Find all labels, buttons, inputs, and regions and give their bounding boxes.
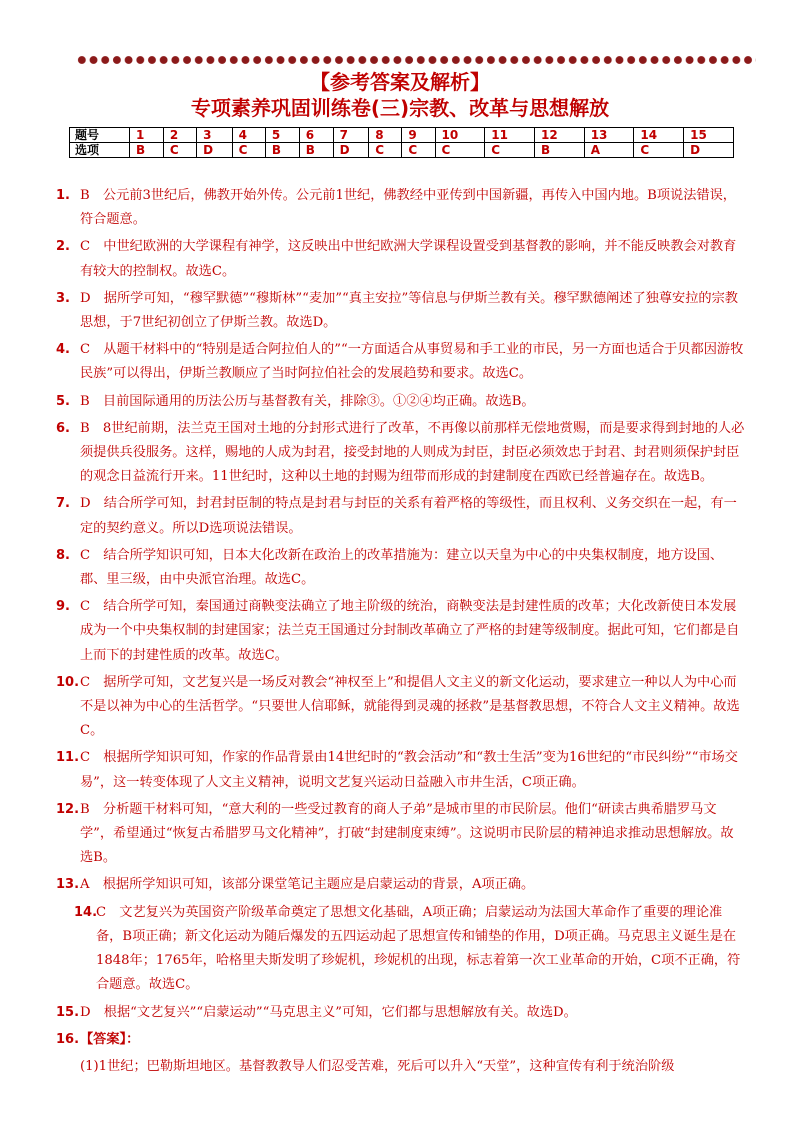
- table-cell: A: [584, 143, 634, 158]
- explanation-item: [56, 901, 746, 998]
- table-cell: D: [333, 143, 369, 158]
- table-cell: B: [130, 143, 164, 158]
- item-number: 6.: [56, 420, 70, 436]
- explanation-item: [56, 184, 746, 232]
- answer-heading: 【答案】：: [80, 1031, 140, 1047]
- table-cell: C: [485, 143, 535, 158]
- table-cell: D: [197, 143, 233, 158]
- item-number: 1.: [56, 188, 70, 203]
- item-text: (1)1世纪；巴勒斯坦地区。基督教教导人们忍受苦难，死后可以升入“天堂”，这种宣传有利于统治阶级: [80, 1058, 675, 1074]
- table-cell: 2: [163, 128, 196, 143]
- option-row: [70, 143, 734, 158]
- table-cell: 1: [130, 128, 164, 143]
- table-cell: B: [265, 143, 299, 158]
- table-cell: 5: [265, 128, 299, 143]
- dotted-divider: [76, 55, 756, 65]
- explanation-item: [56, 1028, 746, 1052]
- item-text: C 从题干材料中的“特别是适合阿拉伯人的”“一方面适合从事贸易和手工业的市民，另一方面也适合于贝都因游牧民族”可以得出，伊斯兰教顺应了当时阿拉伯社会的发展趋势和要求。故选C。: [80, 342, 744, 382]
- item-text: C 结合所学可知，秦国通过商鞅变法确立了地主阶级的统治，商鞅变法是封建性质的改革；大化改新使日本发展成为一个中央集权制的封建国家；法兰克王国通过分封制改革确立了严格的封建等级制度。据此可知，它们都是自上而下的封建性质的改革。故选C。: [80, 599, 740, 663]
- item-text: C 中世纪欧洲的大学课程有神学，这反映出中世纪欧洲大学课程设置受到基督教的影响，并不能反映教会对教育有较大的控制权。故选C。: [80, 239, 737, 279]
- table-cell: C: [163, 143, 196, 158]
- explanation-item: [56, 417, 746, 490]
- item-number: 11.: [56, 750, 80, 766]
- item-text: A 根据所学知识可知，该部分课堂笔记主题应是启蒙运动的背景，A项正确。: [80, 877, 535, 893]
- table-cell: 7: [333, 128, 369, 143]
- row-label: 题号: [70, 128, 130, 143]
- item-number: 8.: [56, 547, 70, 563]
- explanation-item: [56, 492, 746, 540]
- table-cell: 10: [435, 128, 485, 143]
- item-number: 4.: [56, 342, 70, 358]
- row-label: 选项: [70, 143, 130, 158]
- item-number: 14.: [74, 904, 98, 920]
- page-subtitle: 专项素养巩固训练卷(三)宗教、改革与思想解放: [190, 96, 610, 120]
- table-cell: 9: [402, 128, 435, 143]
- table-cell: B: [299, 143, 333, 158]
- item-number: 10.: [56, 674, 80, 690]
- table-cell: 14: [634, 128, 684, 143]
- item-number: 16.: [56, 1031, 80, 1047]
- explanation-item: [56, 671, 746, 744]
- item-text: D 根据“文艺复兴”“启蒙运动”“马克思主义”可知，它们都与思想解放有关。故选D。: [80, 1004, 577, 1020]
- explanation-item: [56, 873, 746, 897]
- table-cell: 11: [485, 128, 535, 143]
- table-cell: 12: [534, 128, 584, 143]
- item-text: B 分析题干材料可知，“意大利的一些受过教育的商人子弟”是城市里的市民阶层。他们“研读古典希腊罗马文学”，希望通过“恢复古希腊罗马文化精神”，打破“封建制度束缚”。这说明市民阶层的精神追求推动思想解放。故选B。: [80, 801, 734, 866]
- table-cell: 6: [299, 128, 333, 143]
- table-cell: B: [534, 143, 584, 158]
- item-text: C 文艺复兴为英国资产阶级革命奠定了思想文化基础，A项正确；启蒙运动为法国大革命作了重要的理论准备，B项正确；新文化运动为随后爆发的五四运动起了思想宣传和铺垫的作用，D项正确。马克思主义诞生是在1848年；1765年，哈格里夫斯发明了珍妮机，珍妮机的出现，标志着第一次工业革命的开始，C项不正确，符合题意。故选C。: [96, 904, 741, 993]
- item-text: B 目前国际通用的历法公历与基督教有关，排除③。①②④均正确。故选B。: [80, 393, 535, 409]
- explanation-list: [56, 184, 746, 1082]
- explanation-item: [56, 235, 746, 283]
- table-cell: 13: [584, 128, 634, 143]
- item-text: D 结合所学可知，封君封臣制的特点是封君与封臣的关系有着严格的等级性，而且权利、义务交织在一起，有一定的契约意义。所以D选项说法错误。: [80, 496, 737, 536]
- table-cell: 4: [232, 128, 265, 143]
- item-number: 13.: [56, 877, 80, 893]
- explanation-item: [56, 338, 746, 386]
- item-number: 7.: [56, 496, 70, 512]
- item-number: 2.: [56, 239, 70, 255]
- explanation-item: [56, 595, 746, 668]
- item-number: 3.: [56, 290, 70, 306]
- table-cell: C: [634, 143, 684, 158]
- table-cell: 8: [369, 128, 402, 143]
- item-text: D 据所学可知，“穆罕默德”“穆斯林”“麦加”“真主安拉”等信息与伊斯兰教有关。穆罕默德阐述了独尊安拉的宗教思想，于7世纪初创立了伊斯兰教。故选D。: [80, 290, 738, 331]
- item-number: 9.: [56, 599, 70, 615]
- item-text: B 8世纪前期，法兰克王国对土地的分封形式进行了改革，不再像以前那样无偿地赏赐，而是要求得到封地的人必须提供兵役服务。这样，赐地的人成为封君，接受封地的人则成为封臣，封臣必须效忠于封君、封君则须保护封臣的观念日益流行开来。11世纪时，这种以土地的封赐为纽带而形成的封建制度在西欧已经普遍存在。故选B。: [80, 420, 745, 485]
- table-cell: C: [435, 143, 485, 158]
- table-cell: C: [232, 143, 265, 158]
- item-number: 12.: [56, 801, 80, 817]
- table-cell: D: [684, 143, 734, 158]
- table-cell: 3: [197, 128, 233, 143]
- item-number: 15.: [56, 1004, 80, 1020]
- explanation-item: [56, 1001, 746, 1025]
- question-number-row: [70, 128, 734, 143]
- table-cell: C: [369, 143, 402, 158]
- explanation-item: [56, 544, 746, 592]
- table-cell: C: [402, 143, 435, 158]
- item-text: C 据所学可知，文艺复兴是一场反对教会“神权至上”和提倡人文主义的新文化运动，要求建立一种以人为中心而不是以神为中心的生活哲学。“只要世人信耶稣，就能得到灵魂的拯救”是基督教思想，不符合人文主义精神。故选C。: [80, 674, 740, 739]
- explanation-item: [56, 287, 746, 335]
- explanation-item: [56, 390, 746, 414]
- explanation-item: [56, 798, 746, 871]
- page-title: 【参考答案及解析】: [310, 70, 490, 94]
- answer-table: [69, 127, 734, 158]
- explanation-item: [56, 746, 746, 794]
- item-text: C 根据所学知识可知，作家的作品背景由14世纪时的“教会活动”和“教士生活”变为16世纪的“市民纠纷”“市场交易”，这一转变体现了人文主义精神，说明文艺复兴运动日益融入市井生活，C项正确。: [80, 750, 738, 790]
- item-text: B 公元前3世纪后，佛教开始外传。公元前1世纪，佛教经中亚传到中国新疆，再传入中国内地。B项说法错误，符合题意。: [80, 188, 736, 228]
- item-text: C 结合所学知识可知，日本大化改新在政治上的改革措施为：建立以天皇为中心的中央集权制度，地方设国、郡、里三级，由中央派官治理。故选C。: [80, 547, 724, 588]
- item-number: 5.: [56, 393, 70, 409]
- table-cell: 15: [684, 128, 734, 143]
- explanation-item: [56, 1055, 746, 1079]
